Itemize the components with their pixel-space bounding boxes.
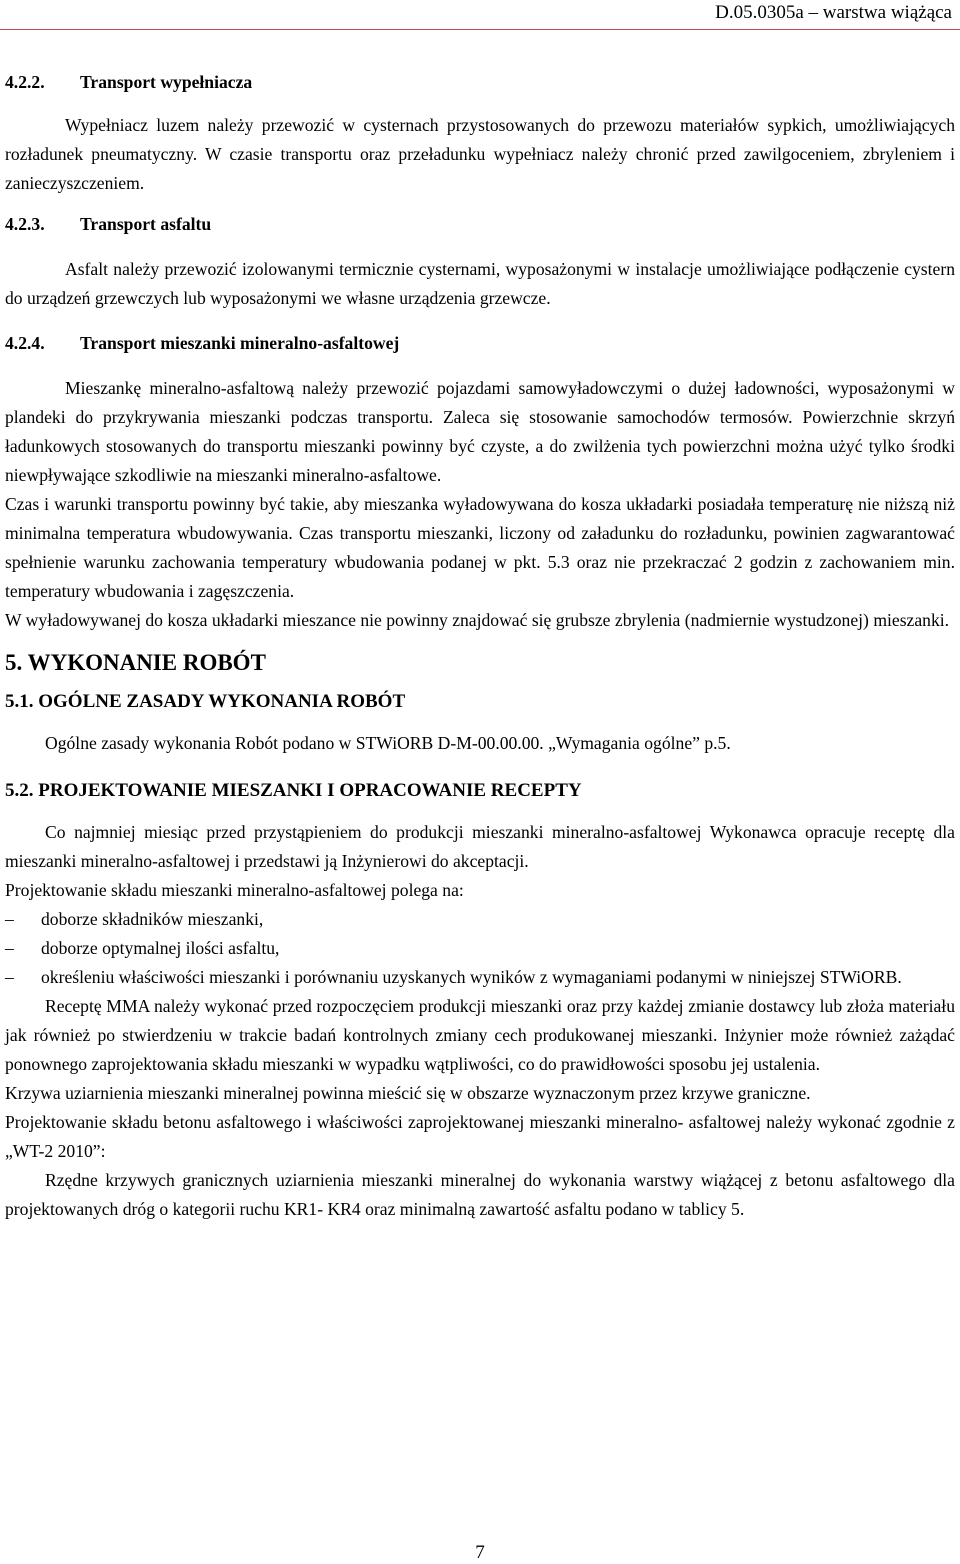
- document-code-header: D.05.0305a – warstwa wiążąca: [715, 2, 952, 23]
- list-item-text: doborze składników mieszanki,: [41, 909, 264, 929]
- section-title: Transport wypełniacza: [80, 72, 253, 92]
- section-4-2-2-text: Wypełniacz luzem należy przewozić w cysternach przystosowanych do przewozu materiałów sypkich, umożliwiających rozładunek pneumatyczny. W czasie transportu oraz przeładunku wypełniacz należy chronić przed zawilgoceniem, zbryleniem i zanieczyszczeniem.: [5, 115, 955, 193]
- section-number: 4.2.2.: [5, 72, 45, 92]
- design-steps-list: [5, 905, 955, 992]
- section-number: 4.2.3.: [5, 214, 45, 234]
- section-5-2-paragraph-4: Krzywa uziarnienia mieszanki mineralnej powinna mieścić się w obszarze wyznaczonym przez krzywe graniczne.: [5, 1083, 811, 1103]
- dash-bullet: –: [5, 909, 14, 929]
- section-number: 4.2.4.: [5, 333, 45, 353]
- list-item-text: określeniu właściwości mieszanki i porównaniu uzyskanych wyników z wymaganiami podanymi w niniejszej STWiORB.: [41, 967, 902, 987]
- section-5-2-paragraph-2: Projektowanie składu mieszanki mineralno-asfaltowej polega na:: [5, 880, 464, 900]
- section-4-2-4-paragraph-1: Mieszankę mineralno-asfaltową należy przewozić pojazdami samowyładowczymi o dużej ładowności, wyposażonymi w plandeki do przykrywania mieszanki podczas transportu. Zaleca się stosowanie samochodów termosów. Powierzchnie skrzyń ładunkowych stosowanych do transportu mieszanki powinny być czyste, a do zwilżenia tych powierzchni można użyć tylko środki niewpływające szkodliwie na mieszanki mineralno-asfaltowe.: [5, 378, 955, 485]
- list-item-text: doborze optymalnej ilości asfaltu,: [41, 938, 280, 958]
- section-title: Transport mieszanki mineralno-asfaltowej: [80, 333, 400, 353]
- section-5-2-paragraph-6: Rzędne krzywych granicznych uziarnienia mieszanki mineralnej do wykonania warstwy wiążącej z betonu asfaltowego dla projektowanych dróg o kategorii ruchu KR1- KR4 oraz minimalną zawartość asfaltu podano w tablicy 5.: [5, 1170, 955, 1219]
- section-5-1-heading: 5.1. OGÓLNE ZASADY WYKONANIA ROBÓT: [5, 691, 406, 712]
- dash-bullet: –: [5, 938, 14, 958]
- section-4-2-4-heading: [5, 329, 955, 358]
- section-5-2-heading: 5.2. PROJEKTOWANIE MIESZANKI I OPRACOWANIE RECEPTY: [5, 780, 582, 801]
- list-item: [5, 963, 955, 992]
- section-5-2-paragraph-1: Co najmniej miesiąc przed przystąpieniem do produkcji mieszanki mineralno-asfaltowej Wykonawca opracuje receptę dla mieszanki mineralno-asfaltowej i przedstawi ją Inżynierowi do akceptacji.: [5, 822, 955, 871]
- section-4-2-4-paragraph-3: W wyładowywanej do kosza układarki mieszance nie powinny znajdować się grubsze zbrylenia (nadmiernie wystudzonej) mieszanki.: [5, 610, 950, 630]
- page-number: 7: [475, 1542, 485, 1563]
- header-divider: [0, 29, 960, 30]
- dash-bullet: –: [5, 967, 14, 987]
- list-item: [5, 905, 955, 934]
- section-5-heading: 5. WYKONANIE ROBÓT: [5, 650, 266, 675]
- section-5-2-paragraph-3: Receptę MMA należy wykonać przed rozpoczęciem produkcji mieszanki oraz przy każdej zmianie dostawcy lub złoża materiału jak również po stwierdzeniu w trakcie badań kontrolnych zmiany cech produkowanej mieszanki. Inżynier może również zażądać ponownego zaprojektowania składu mieszanki w wypadku wątpliwości, co do prawidłowości sposobu jej ustalenia.: [5, 996, 955, 1074]
- section-4-2-3-text: Asfalt należy przewozić izolowanymi termicznie cysternami, wyposażonymi w instalacje umożliwiające podłączenie cystern do urządzeń grzewczych lub wyposażonymi we własne urządzenia grzewcze.: [5, 259, 955, 308]
- list-item: [5, 934, 955, 963]
- section-5-2-paragraph-5: Projektowanie składu betonu asfaltowego i właściwości zaprojektowanej mieszanki mineralno- asfaltowej należy wykonać zgodnie z „WT-2 2010”:: [5, 1112, 955, 1161]
- section-5-1-text: Ogólne zasady wykonania Robót podano w STWiORB D-M-00.00.00. „Wymagania ogólne” p.5.: [45, 733, 731, 753]
- section-title: Transport asfaltu: [80, 214, 212, 234]
- section-4-2-4-paragraph-2: Czas i warunki transportu powinny być takie, aby mieszanka wyładowywana do kosza układarki posiadała temperaturę nie niższą niż minimalna temperatura wbudowywania. Czas transportu mieszanki, liczony od załadunku do rozładunku, powinien zagwarantować spełnienie warunku zachowania temperatury wbudowania podanej w pkt. 5.3 oraz nie przekraczać 2 godzin z zachowaniem min. temperatury wbudowania i zagęszczenia.: [5, 494, 955, 601]
- section-4-2-3-heading: [5, 210, 955, 239]
- section-4-2-2-heading: [5, 68, 955, 97]
- page-content: [5, 68, 955, 1224]
